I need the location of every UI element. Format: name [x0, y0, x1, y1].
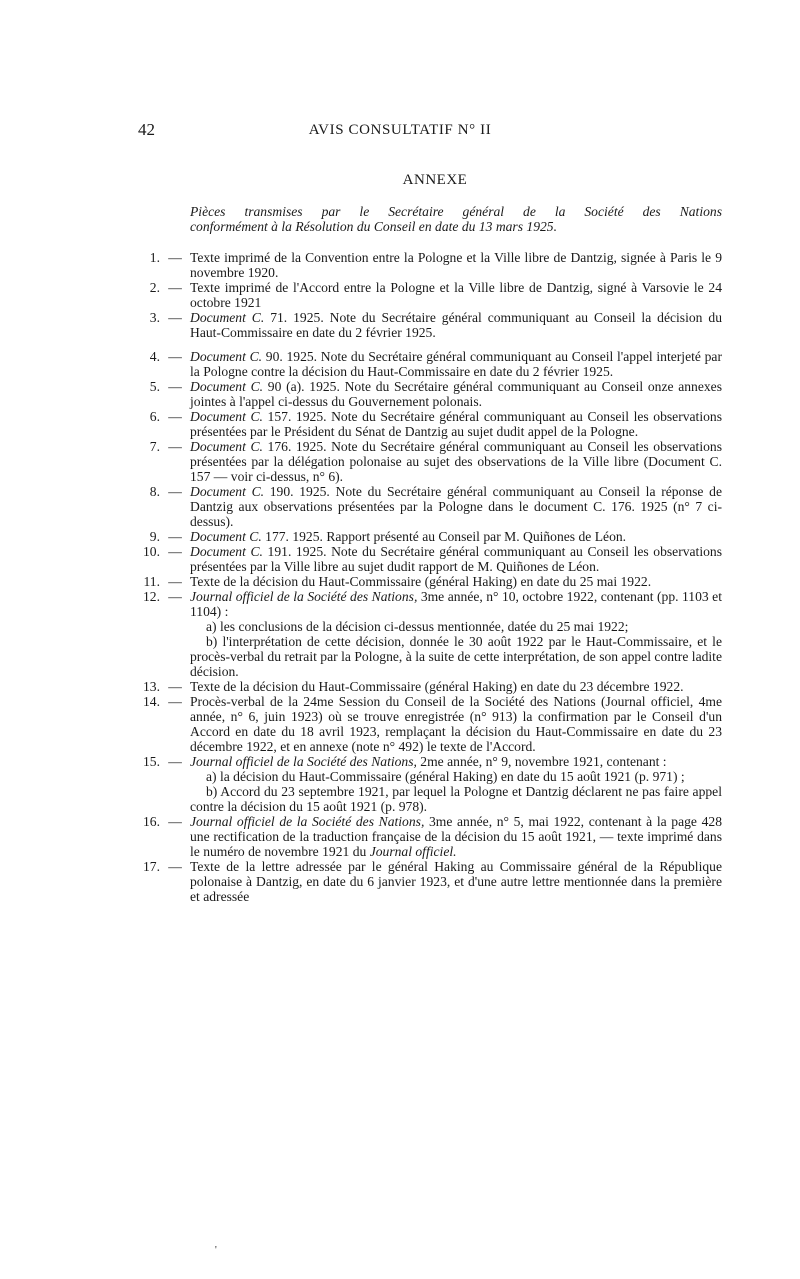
item-text: Procès-verbal de la 24me Session du Conseil de la Société des Nations (Journal officiel, 4me année, n° 6, juin 1923) où se trouve enregistrée (n° 913) la confirmation par le Conseil d'un Accord en date du 18 avril 1923, remplaçant la décision du Haut-Commissaire en date du 23 décembre 1922, et en annexe (note n° 492) le texte de l'Accord.	[190, 694, 722, 754]
item-number: 17.	[143, 859, 160, 874]
journal-title: Journal officiel de la Société des Nations,	[190, 754, 417, 769]
document-ref: Document C.	[190, 409, 263, 424]
item-number: 12.	[143, 589, 160, 604]
item-number: 6.	[149, 409, 160, 424]
item-text-wrap	[190, 310, 722, 340]
item-dash: —	[168, 280, 182, 295]
item-text-wrap	[190, 484, 722, 529]
item-number: 16.	[143, 814, 160, 829]
running-title: AVIS CONSULTATIF N° II	[308, 122, 492, 138]
item-number: 9.	[149, 529, 160, 544]
item-dash: —	[168, 250, 182, 265]
list-item	[128, 589, 722, 679]
item-text: Texte imprimé de la Convention entre la Pologne et la Ville libre de Dantzig, signée à Paris le 9 novembre 1920.	[190, 250, 722, 280]
item-main-text	[190, 754, 667, 769]
item-dash: —	[168, 349, 182, 364]
item-text: Texte imprimé de l'Accord entre la Pologne et la Ville libre de Dantzig, signé à Varsovie le 24 octobre 1921	[190, 280, 722, 310]
list-item	[128, 814, 722, 859]
item-number: 8.	[149, 484, 160, 499]
item-text: 191. 1925. Note du Secrétaire général communiquant au Conseil les observations présentées par la Ville libre au sujet dudit rapport de M. Quiñones de Léon.	[190, 544, 722, 574]
item-number: 1.	[149, 250, 160, 265]
sub-item-a: a) les conclusions de la décision ci-dessus mentionnée, datée du 25 mai 1922;	[206, 619, 629, 634]
item-number: 5.	[149, 379, 160, 394]
item-text: 190. 1925. Note du Secrétaire général communiquant au Conseil la réponse de Dantzig aux observations présentées par la Pologne dans le document C. 176. 1925 (n° 7 ci-dessus).	[190, 484, 722, 529]
list-item	[128, 544, 722, 574]
document-ref: Document C.	[190, 544, 263, 559]
item-text: Texte de la lettre adressée par le général Haking au Commissaire général de la République polonaise à Dantzig, en date du 6 janvier 1923, et d'une autre lettre mentionnée dans la première et adressée	[190, 859, 722, 904]
item-number: 2.	[149, 280, 160, 295]
intro-line-2: conformément à la Résolution du Conseil en date du 13 mars 1925.	[190, 219, 557, 234]
item-dash: —	[168, 409, 182, 424]
page-number: 42	[138, 120, 155, 139]
document-ref: Document C.	[190, 484, 265, 499]
item-number: 11.	[143, 574, 160, 589]
document-list	[128, 250, 722, 904]
item-text: 71. 1925. Note du Secrétaire général communiquant au Conseil la décision du Haut-Commissaire en date du 2 février 1925.	[190, 310, 722, 340]
list-item	[128, 310, 722, 340]
list-item	[128, 754, 722, 814]
journal-title-end: Journal officiel.	[369, 844, 457, 859]
item-text: 3me année, n° 5, mai 1922, contenant à la page 428 une rectification de la traduction française de la décision du 15 août 1921, — texte imprimé dans le numéro de novembre 1921 du	[190, 814, 722, 859]
item-number: 10.	[143, 544, 160, 559]
item-text-wrap	[190, 814, 722, 859]
item-number: 15.	[143, 754, 160, 769]
item-dash: —	[168, 529, 182, 544]
item-dash: —	[168, 679, 182, 694]
item-number: 13.	[143, 679, 160, 694]
list-item	[128, 250, 722, 280]
item-text: 90 (a). 1925. Note du Secrétaire général communiquant au Conseil onze annexes jointes à l'appel ci-dessus du Gouvernement polonais.	[190, 379, 723, 409]
item-text: 2me année, n° 9, novembre 1921, contenant :	[416, 754, 667, 769]
sub-item-b: b) Accord du 23 septembre 1921, par lequel la Pologne et Dantzig déclarent ne pas faire appel contre la décision du 15 août 1921 (p. 978).	[190, 784, 722, 814]
list-item	[128, 859, 722, 904]
item-dash: —	[168, 379, 182, 394]
list-item	[128, 409, 722, 439]
item-text: 177. 1925. Rapport présenté au Conseil par M. Quiñones de Léon.	[265, 529, 627, 544]
list-item	[128, 484, 722, 529]
item-text: Texte de la décision du Haut-Commissaire (général Haking) en date du 23 décembre 1922.	[190, 679, 684, 694]
sub-item-a: a) la décision du Haut-Commissaire (général Haking) en date du 15 août 1921 (p. 971) ;	[206, 769, 685, 784]
list-item	[128, 349, 722, 379]
list-item	[128, 574, 722, 589]
item-text-wrap	[190, 439, 722, 484]
item-text-wrap	[190, 544, 722, 574]
item-number: 7.	[149, 439, 160, 454]
item-text: 157. 1925. Note du Secrétaire général communiquant au Conseil les observations présentées par le Président du Sénat de Dantzig au sujet dudit appel de la Pologne.	[190, 409, 722, 439]
item-text: 90. 1925. Note du Secrétaire général communiquant au Conseil l'appel interjeté par la Pologne contre la décision du Haut-Commissaire en date du 2 février 1925.	[190, 349, 722, 379]
page-mark: '	[215, 1245, 217, 1256]
list-item	[128, 679, 722, 694]
document-ref: Document C.	[190, 379, 264, 394]
item-text-wrap	[190, 529, 722, 544]
document-ref: Document C.	[190, 310, 265, 325]
item-dash: —	[168, 310, 182, 325]
item-main-text	[190, 589, 722, 619]
item-text-wrap	[190, 349, 722, 379]
document-ref: Document C.	[190, 439, 263, 454]
item-dash: —	[168, 814, 182, 829]
annex-intro	[190, 204, 722, 234]
annex-title: ANNEXE	[402, 172, 468, 188]
intro-line-1: Pièces transmises par le Secrétaire général de la Société des Nations	[190, 204, 722, 219]
document-ref: Document C.	[190, 349, 263, 364]
item-number: 3.	[149, 310, 160, 325]
item-text-wrap	[190, 409, 722, 439]
item-text: Texte de la décision du Haut-Commissaire (général Haking) en date du 25 mai 1922.	[190, 574, 652, 589]
item-dash: —	[168, 694, 182, 709]
list-item	[128, 379, 722, 409]
sub-item-b: b) l'interprétation de cette décision, donnée le 30 août 1922 par le Haut-Commissaire, et le procès-verbal du retrait par la Pologne, à la suite de cette interprétation, de son appel contre ladite décision.	[190, 634, 722, 679]
item-number: 14.	[143, 694, 160, 709]
list-item	[128, 280, 722, 310]
item-dash: —	[168, 589, 182, 604]
document-ref: Document C.	[190, 529, 262, 544]
item-dash: —	[168, 484, 182, 499]
item-number: 4.	[149, 349, 160, 364]
journal-title: Journal officiel de la Société des Nations,	[190, 589, 418, 604]
list-item	[128, 694, 722, 754]
item-text: 176. 1925. Note du Secrétaire général communiquant au Conseil les observations présentées par la délégation polonaise au sujet des observations de la Ville libre (Document C. 157 — voir ci-dessus, n° 6).	[190, 439, 722, 484]
list-item	[128, 529, 722, 544]
item-text-wrap	[190, 379, 722, 409]
item-text-wrap	[190, 754, 722, 814]
item-dash: —	[168, 574, 182, 589]
journal-title: Journal officiel de la Société des Nations,	[190, 814, 425, 829]
item-text: 3me année, n° 10, octobre 1922, contenant (pp. 1103 et 1104) :	[190, 589, 722, 619]
item-dash: —	[168, 439, 182, 454]
item-text-wrap	[190, 589, 722, 679]
list-item	[128, 439, 722, 484]
item-dash: —	[168, 859, 182, 874]
item-dash: —	[168, 544, 182, 559]
item-dash: —	[168, 754, 182, 769]
